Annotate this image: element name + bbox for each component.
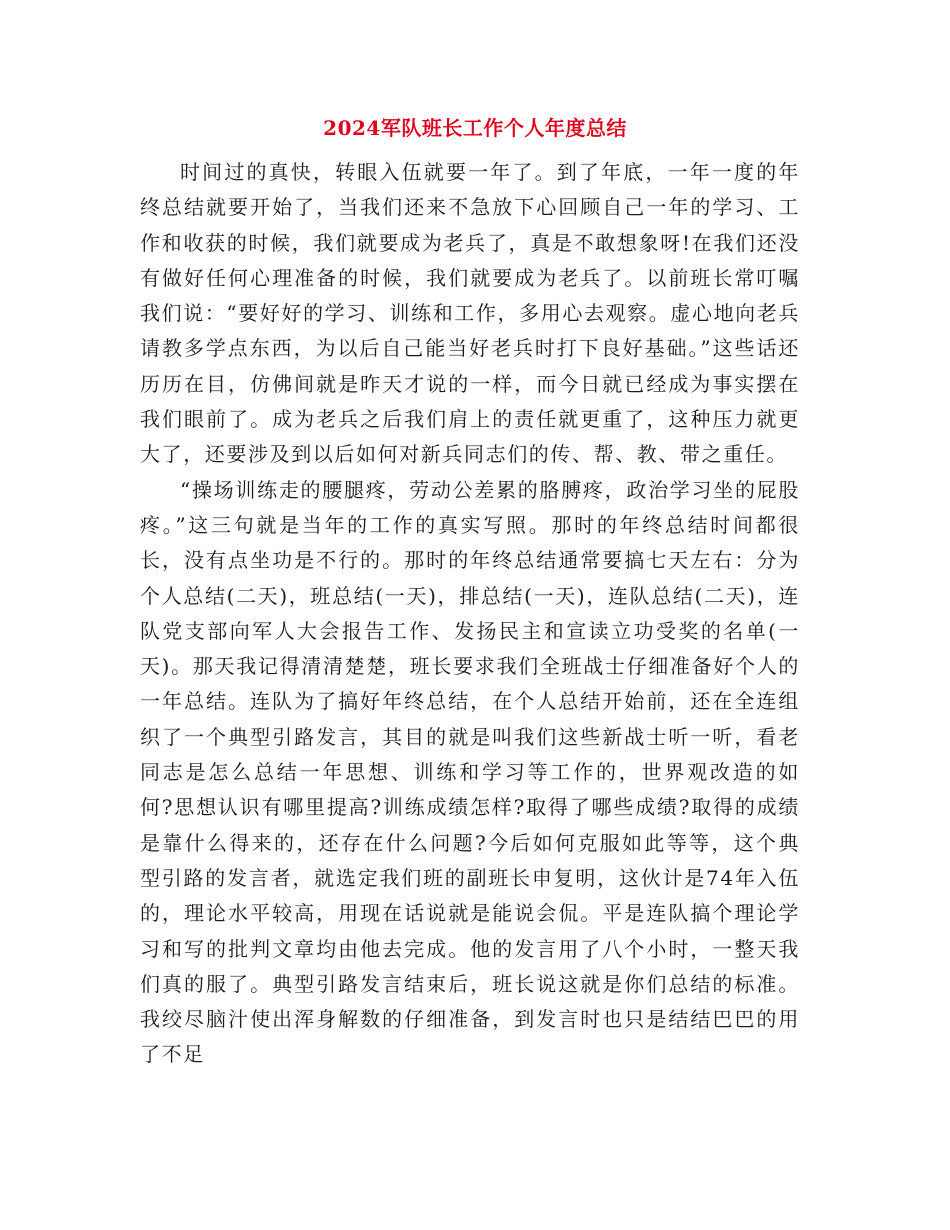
document-title: 2024军队班长工作个人年度总结 [323,116,627,140]
paragraph-1: 时间过的真快，转眼入伍就要一年了。到了年底，一年一度的年终总结就要开始了，当我们还来不急放下心回顾自己一年的学习、工作和收获的时候，我们就要成为老兵了，真是不敢想象呀!在我们还没有做好任何心理准备的时候，我们就要成为老兵了。以前班长常叮嘱我们说：“要好好的学习、训练和工作，多用心去观察。虚心地向老兵请教多学点东西，为以后自己能当好老兵时打下良好基础。”这些话还历历在目，仿佛间就是昨天才说的一样，而今日就已经成为事实摆在我们眼前了。成为老兵之后我们肩上的责任就更重了，这种压力就更大了，还要涉及到以后如何对新兵同志们的传、帮、教、带之重任。 [140,160,800,467]
paragraph-2: “操场训练走的腰腿疼，劳动公差累的胳膊疼，政治学习坐的屁股疼。”这三句就是当年的工作的真实写照。那时的年终总结时间都很长，没有点坐功是不行的。那时的年终总结通常要搞七天左右：分为个人总结(二天)，班总结(一天)，排总结(一天)，连队总结(二天)，连队党支部向军人大会报告工作、发扬民主和宣读立功受奖的名单(一天)。那天我记得清清楚楚，班长要求我们全班战士仔细准备好个人的一年总结。连队为了搞好年终总结，在个人总结开始前，还在全连组织了一个典型引路发言，其目的就是叫我们这些新战士听一听，看老同志是怎么总结一年思想、训练和学习等工作的，世界观改造的如何?思想认识有哪里提高?训练成绩怎样?取得了哪些成绩?取得的成绩是靠什么得来的，还存在什么问题?今后如何克服如此等等，这个典型引路的发言者，就选定我们班的副班长申复明，这伙计是74年入伍的，理论水平较高，用现在话说就是能说会侃。平是连队搞个理论学习和写的批判文章均由他去完成。他的发言用了八个小时，一整天我们真的服了。典型引路发言结束后，班长说这就是你们总结的标准。我绞尽脑汁使出浑身解数的仔细准备，到发言时也只是结结巴巴的用了不足 [140,477,800,1067]
document-body [140,155,800,1073]
